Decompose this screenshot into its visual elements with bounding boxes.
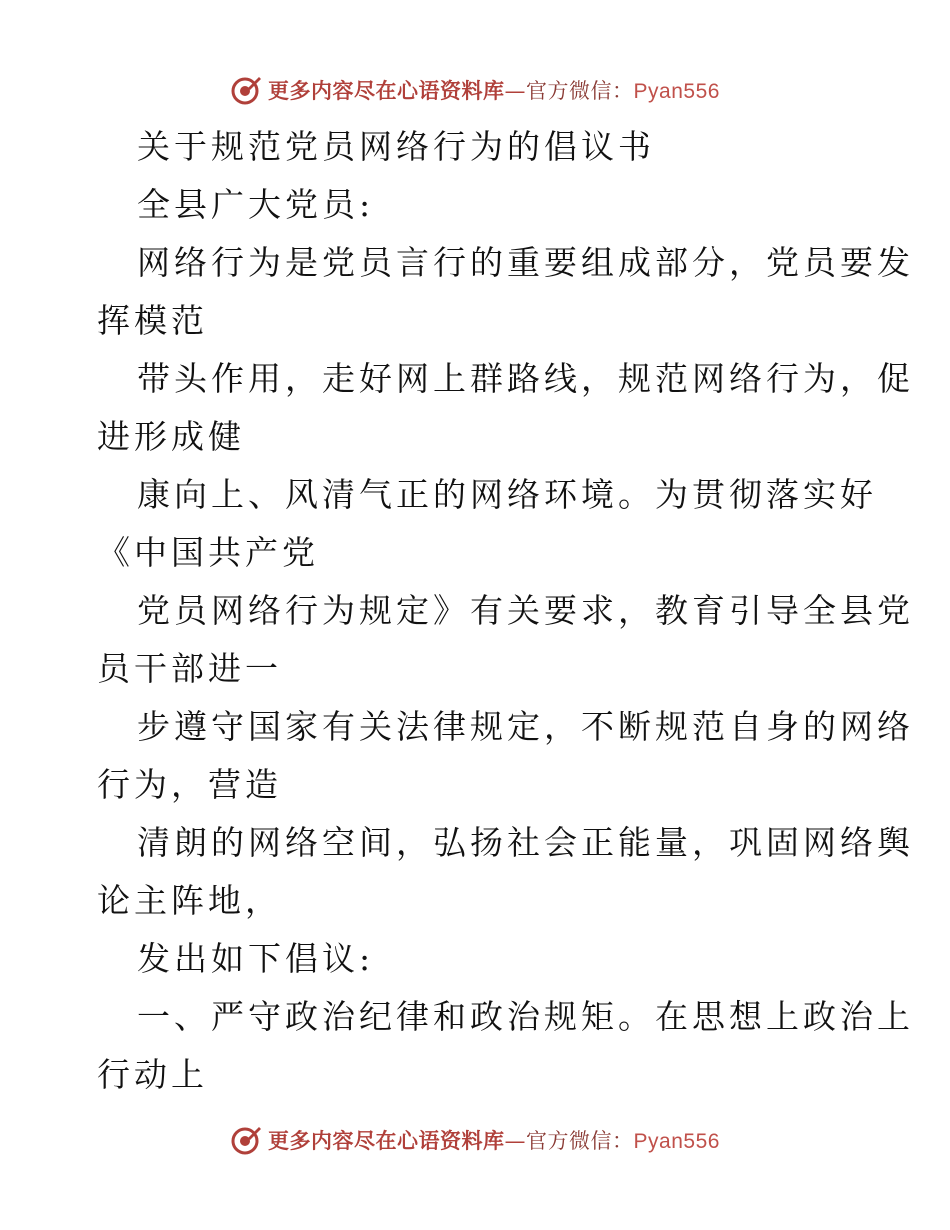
pen-logo-icon	[230, 1124, 262, 1156]
watermark-main-text: 更多内容尽在心语资料库	[268, 1129, 505, 1153]
watermark-main-text: 更多内容尽在心语资料库	[268, 79, 505, 103]
text-line: 带头作用，走好网上群路线，规范网络行为，促	[137, 359, 914, 398]
text-line: 党员网络行为规定》有关要求，教育引导全县党	[137, 591, 914, 630]
text-line: 全县广大党员:	[137, 185, 375, 224]
text-line: 《中国共产党	[97, 533, 319, 572]
text-line: 发出如下倡议:	[137, 939, 375, 978]
text-line: 网络行为是党员言行的重要组成部分，党员要发	[137, 243, 914, 282]
footer-watermark	[0, 1120, 950, 1160]
pen-logo-icon	[230, 74, 262, 106]
text-line: 挥模范	[97, 301, 208, 340]
watermark-dash: —	[504, 1129, 527, 1153]
watermark-dash: —	[504, 79, 527, 103]
watermark-label: 官方微信：	[526, 1129, 634, 1153]
header-watermark	[0, 70, 950, 110]
text-line: 进形成健	[97, 417, 245, 456]
text-line: 步遵守国家有关法律规定，不断规范自身的网络	[137, 707, 914, 746]
document-title: 关于规范党员网络行为的倡议书	[137, 127, 655, 166]
document-body	[97, 118, 914, 1104]
text-line: 清朗的网络空间，弘扬社会正能量，巩固网络舆	[137, 823, 914, 862]
text-line: 论主阵地，	[97, 881, 282, 920]
text-line: 行为，营造	[97, 765, 282, 804]
watermark-wechat-id: Pyan556	[633, 1130, 720, 1153]
text-line: 行动上	[97, 1055, 208, 1094]
text-line: 一、严守政治纪律和政治规矩。在思想上政治上	[137, 997, 914, 1036]
watermark-wechat-id: Pyan556	[633, 80, 720, 103]
watermark-label: 官方微信：	[526, 79, 634, 103]
text-line: 员干部进一	[97, 649, 282, 688]
text-line: 康向上、风清气正的网络环境。为贯彻落实好	[137, 475, 877, 514]
